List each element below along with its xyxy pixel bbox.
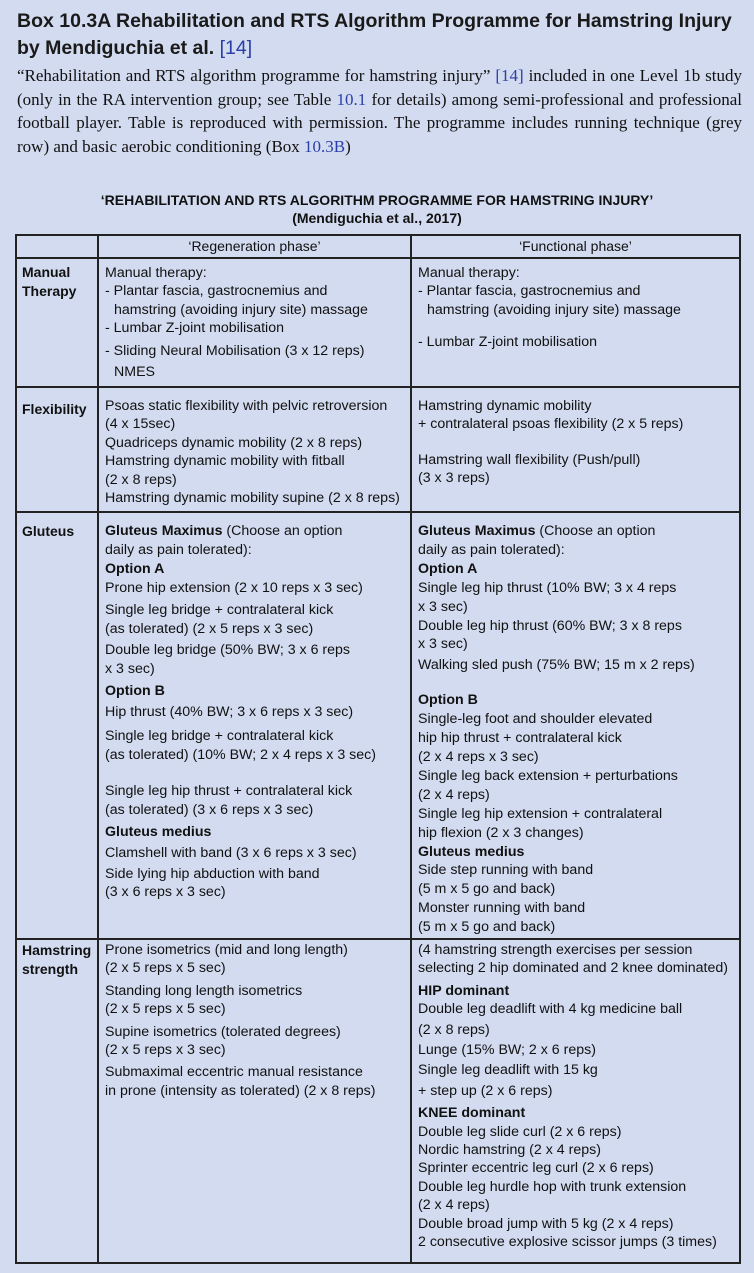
hamstring-regen-cell: Prone isometrics (mid and long length) (2 x 5 reps x 5 sec) Standing long length isometrics (2 x 5 reps x 5 sec) Supine isometrics (tolerated degrees) (2 x 5 reps x 3 sec) Submaximal eccentric manual resistance in prone (intensity as tolerated) (2 x 8 reps) (105, 942, 376, 1099)
gluteus-func-cell: Gluteus Maximus (Choose an option daily as pain tolerated): Option A Single leg hip thrust (10% BW; 3 x 4 reps x 3 sec) Double leg hip thrust (60% BW; 3 x 8 reps x 3 sec) Walking sled push (75% BW; 15 m x 2 reps) Option B Single-leg foot and shoulder elevated hip hip thrust + contralateral kick (2 x 4 reps x 3 sec) Single leg back extension + perturbations (2 x 4 reps) Single leg hip extension + contralateral hip flexion (2 x 3 changes) Gluteus medius Side step running with band (5 m x 5 go and back) Monster running with band (5 m x 5 go and back) (418, 523, 695, 936)
intro-ref-link[interactable]: [14] (495, 66, 524, 85)
box-ref-link[interactable]: 10.3B (304, 136, 346, 156)
table-subtitle: (Mendiguchia et al., 2017) (292, 210, 462, 226)
row-label-gluteus: Gluteus (22, 523, 75, 539)
intro-text-3: for details) among semi-professional and professional football player. Table is reproduced with permission. The programme includes running technique (grey row) and basic aerobic conditioning (Box (17, 89, 742, 156)
programme-table (15, 234, 741, 1264)
row-divider (17, 386, 739, 388)
hamstring-func-cell: (4 hamstring strength exercises per session selecting 2 hip dominated and 2 knee dominated) HIP dominant Double leg deadlift with 4 kg medicine ball (2 x 8 reps) Lunge (15% BW; 2 x 6 reps) Single leg deadlift with 15 kg + step up (2 x 6 reps) KNEE dominant Double leg slide curl (2 x 6 reps) Nordic hamstring (2 x 4 reps) Sprinter eccentric leg curl (2 x 6 reps) Double leg hurdle hop with trunk extension (2 x 4 reps) Double broad jump with 5 kg (2 x 4 reps) 2 consecutive explosive scissor jumps (3 times) (418, 942, 728, 1251)
intro-text-4: ) (345, 136, 351, 156)
flexibility-regen-cell: Psoas static flexibility with pelvic retroversion (4 x 15sec) Quadriceps dynamic mobility (2 x 8 reps) Hamstring dynamic mobility with fitball (2 x 8 reps) Hamstring dynamic mobility supine (2 x 8 reps) (105, 398, 400, 507)
row-divider (17, 257, 739, 259)
row-label-hamstring-strength: Hamstring strength (22, 942, 92, 977)
col-divider (410, 236, 412, 1262)
manual-func-cell: Manual therapy: - Plantar fascia, gastrocnemius and hamstring (avoiding injury site) massage - Lumbar Z-joint mobilisation (418, 265, 681, 351)
table-title: ‘REHABILITATION AND RTS ALGORITHM PROGRAMME FOR HAMSTRING INJURY’ (100, 192, 654, 208)
manual-regen-cell: Manual therapy: - Plantar fascia, gastrocnemius and hamstring (avoiding injury site) massage - Lumbar Z-joint mobilisation - Sliding Neural Mobilisation (3 x 12 reps) NMES (105, 265, 368, 381)
row-label-flexibility: Flexibility (22, 401, 87, 417)
intro-paragraph (17, 64, 742, 158)
gluteus-regen-cell: Gluteus Maximus (Choose an option daily as pain tolerated): Option A Prone hip extension (2 x 10 reps x 3 sec) Single leg bridge + contralateral kick (as tolerated) (2 x 5 reps x 3 sec) Double leg bridge (50% BW; 3 x 6 reps x 3 sec) Option B Hip thrust (40% BW; 3 x 6 reps x 3 sec) Single leg bridge + contralateral kick (as tolerated) (10% BW; 2 x 4 reps x 3 sec) Single leg hip thrust + contralateral kick (as tolerated) (3 x 6 reps x 3 sec) Gluteus medius Clamshell with band (3 x 6 reps x 3 sec) Side lying hip abduction with band (3 x 6 reps x 3 sec) (105, 523, 376, 901)
box-title-line2: by Mendiguchia et al. (17, 37, 215, 59)
col-divider (97, 236, 99, 1262)
header-functional: ‘Functional phase’ (519, 238, 632, 254)
box-title-line1: Box 10.3A Rehabilitation and RTS Algorithm Programme for Hamstring Injury (17, 10, 732, 32)
intro-text-2: included in one Level 1b study (only in the RA intervention group; see Table (17, 66, 742, 109)
box-title-ref[interactable]: [14] (219, 37, 253, 59)
flexibility-func-cell: Hamstring dynamic mobility + contralateral psoas flexibility (2 x 5 reps) Hamstring wall flexibility (Push/pull) (3 x 3 reps) (418, 398, 684, 487)
row-divider (17, 938, 739, 940)
header-regeneration: ‘Regeneration phase’ (188, 238, 321, 254)
row-label-manual-therapy: Manual Therapy (22, 264, 77, 299)
row-divider (17, 511, 739, 513)
table-ref-link[interactable]: 10.1 (336, 89, 367, 109)
intro-text-1: “Rehabilitation and RTS algorithm programme for hamstring injury” (17, 66, 496, 85)
box-title (17, 8, 742, 62)
